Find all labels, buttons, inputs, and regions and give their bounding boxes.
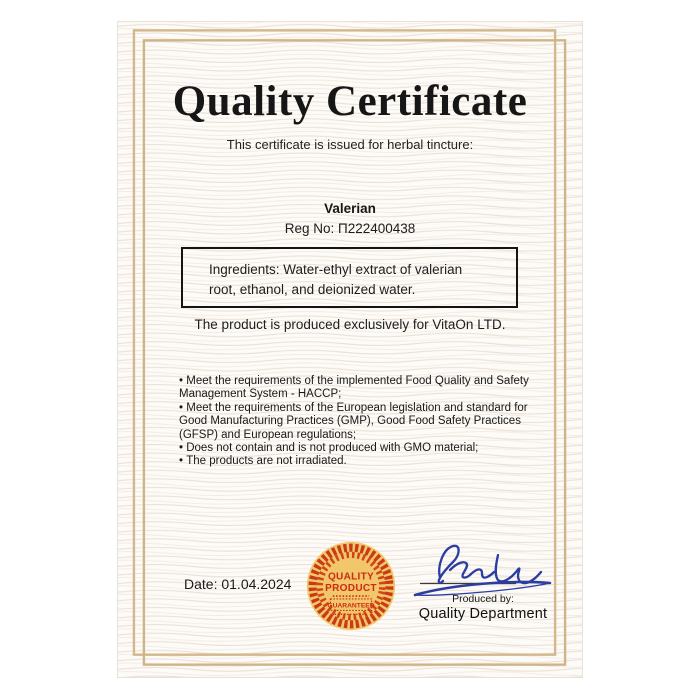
requirement-item: • Does not contain and is not produced with GMO material; <box>179 442 531 455</box>
signature-block <box>400 593 566 622</box>
certificate-subtitle: This certificate is issued for herbal tincture: <box>226 137 474 152</box>
seal-line1: QUALITY <box>327 571 375 583</box>
requirement-item: • The products are not irradiated. <box>179 455 531 468</box>
certificate-paper <box>117 21 583 678</box>
quality-seal <box>305 540 397 632</box>
seal-line2: PRODUCT <box>325 582 377 594</box>
page-title: Quality Certificate <box>172 78 528 125</box>
exclusivity-statement: The product is produced exclusively for VitaOn LTD. <box>194 317 506 332</box>
seal-line3: GUARANTEED <box>327 602 375 610</box>
quality-department-label: Quality Department <box>418 606 548 622</box>
requirement-item: • Meet the requirements of the implemented Food Quality and Safety Management System - HACCP; <box>179 375 531 402</box>
product-name: Valerian <box>324 201 376 216</box>
ingredients-box <box>181 247 518 308</box>
requirements-list <box>179 375 531 469</box>
requirement-item: • Meet the requirements of the European legislation and standard for Good Manufacturing Practices (GMP), Good Food Safety Practices (GFSP) and European regulations; <box>179 402 531 442</box>
registration-number: Reg No: П222400438 <box>284 221 416 236</box>
ingredients-text: Ingredients: Water-ethyl extract of valerian root, ethanol, and deionized water. <box>209 262 463 297</box>
issue-date: Date: 01.04.2024 <box>184 576 292 592</box>
produced-by-label: Produced by: <box>452 593 514 605</box>
